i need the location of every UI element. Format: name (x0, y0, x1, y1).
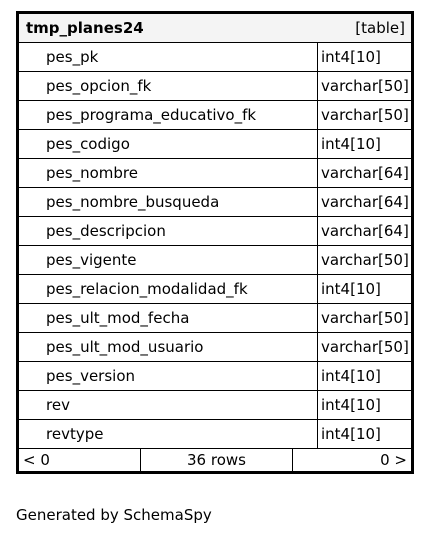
column-name: pes_codigo (19, 130, 318, 158)
table-header (19, 14, 411, 43)
column-row (19, 72, 411, 101)
column-type: int4[10] (321, 425, 381, 443)
column-type: varchar[50] (321, 338, 409, 356)
column-row (19, 333, 411, 362)
column-name: pes_nombre_busqueda (19, 188, 318, 216)
table-name: tmp_planes24 (26, 19, 144, 37)
column-type: int4[10] (321, 135, 381, 153)
column-row (19, 101, 411, 130)
column-row (19, 43, 411, 72)
column-row (19, 275, 411, 304)
column-type: varchar[50] (321, 77, 409, 95)
column-type: int4[10] (321, 396, 381, 414)
table-footer (19, 449, 411, 471)
column-row (19, 362, 411, 391)
parents-count: < 0 (19, 449, 141, 471)
column-type: varchar[50] (321, 251, 409, 269)
column-name: pes_opcion_fk (19, 72, 318, 100)
column-type: varchar[64] (321, 193, 409, 211)
column-type: varchar[64] (321, 164, 409, 182)
column-name: pes_version (19, 362, 318, 390)
column-name: pes_nombre (19, 159, 318, 187)
column-type: varchar[50] (321, 309, 409, 327)
column-name: pes_descripcion (19, 217, 318, 245)
column-type: int4[10] (321, 280, 381, 298)
column-type: varchar[64] (321, 222, 409, 240)
column-row (19, 159, 411, 188)
table-node (16, 11, 414, 474)
column-name: rev (19, 391, 318, 419)
column-row (19, 246, 411, 275)
column-type: int4[10] (321, 48, 381, 66)
column-row (19, 217, 411, 246)
column-name: pes_vigente (19, 246, 318, 274)
column-row (19, 130, 411, 159)
column-name: pes_ult_mod_fecha (19, 304, 318, 332)
column-name: pes_programa_educativo_fk (19, 101, 318, 129)
generated-by-note: Generated by SchemaSpy (16, 506, 212, 524)
children-count: 0 > (380, 451, 407, 469)
column-name: pes_relacion_modalidad_fk (19, 275, 318, 303)
column-row (19, 391, 411, 420)
column-row (19, 420, 411, 449)
column-name: pes_pk (19, 43, 318, 71)
column-row (19, 304, 411, 333)
column-name: pes_ult_mod_usuario (19, 333, 318, 361)
row-count: 36 rows (141, 449, 293, 471)
column-row (19, 188, 411, 217)
column-name: revtype (19, 420, 318, 448)
column-type: varchar[50] (321, 106, 409, 124)
column-type: int4[10] (321, 367, 381, 385)
table-kind: [table] (355, 19, 405, 37)
